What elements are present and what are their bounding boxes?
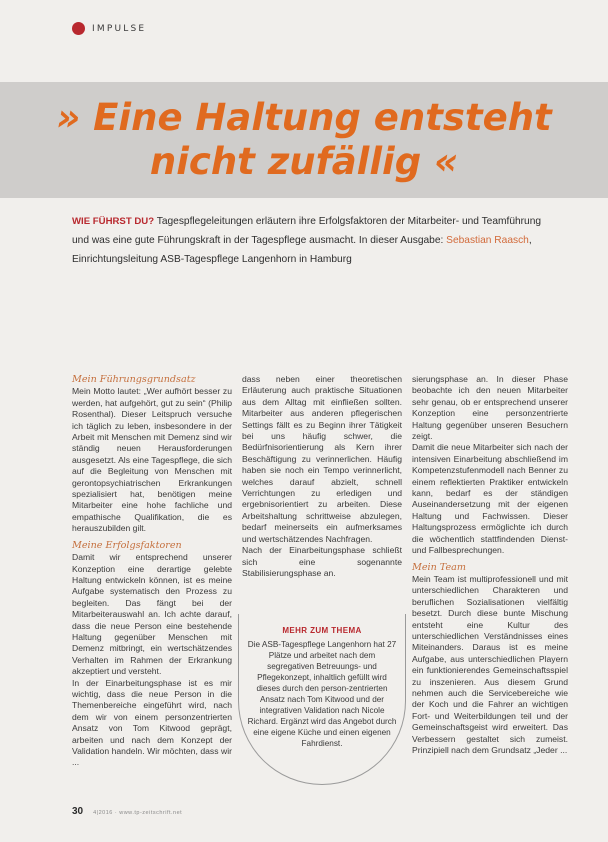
paragraph: Mein Motto lautet: „Wer aufhört besser zu werden, hat aufgehört, gut zu sein“ (Philip Rosenthal). Dieser Leitspruch versuche ich täglich zu leben, insbesondere in der Arbeit mit Menschen mit Demenz sind wir ständig neuen Herausforderungen ausgesetzt. Als eine Tagespflege, die sich auf die Begleitung von Menschen mit gerontopsychiatrischen Erkrankungen spezialisiert hat, benötigen meine Mitarbeiter eine hohe fachliche und empathische Qualifikation, die es herauszubilden gilt. (72, 386, 232, 534)
subheading-fuehrungsgrundsatz: Mein Führungsgrundsatz (72, 374, 196, 385)
article-intro (72, 212, 542, 269)
article-title-line-1: » Eine Haltung entsteht (56, 96, 552, 139)
info-box-text: Die ASB-Tagespflege Langenhorn hat 27 Plätze und arbeitet nach dem segregativen Betreuungs- und Pflegekonzept, inhaltlich gefüllt wird dieses durch den person-zentrierten Ansatz nach Tom Kitwood und der integrativen Validation nach Nicole Richard. Ergänzt wird das Angebot durch eine eigene Küche und einen eigenen Fahrdienst. (247, 640, 397, 748)
page-footer (72, 806, 182, 817)
paragraph: Damit die neue Mitarbeiter sich nach der intensiven Einarbeitung abschließend im Kompetenzstufenmodell nach Benner zu einem reflektierten Praktiker entwickeln kann, bedarf es der ständigen Auseinandersetzung mit der eigenen Haltung und Fachwissen. Dieser Haltungsprozess ermöglichte ich durch die wöchentlich stattfindenden Dienst- und Fallbesprechungen. (412, 442, 568, 556)
section-dot-icon (72, 22, 85, 35)
intro-text: Tagespflegeleitungen erläutern ihre Erfolgsfaktoren der Mitarbeiter- und Teamführung und was eine gute Führungskraft in der Tagespflege ausmacht. In dieser Ausgabe: (72, 216, 542, 246)
section-label: IMPULSE (92, 23, 147, 34)
article-title (0, 96, 608, 184)
intro-author-role: , Einrichtungsleitung ASB-Tagespflege Langenhorn in Hamburg (72, 235, 532, 265)
intro-lead: WIE FÜHRST DU? (72, 216, 155, 227)
page-number: 30 (72, 806, 84, 817)
paragraph: In der Einarbeitungsphase ist es mir wichtig, dass die neue Person in die Themenbereiche eingeführt wird, nach dem wir von einem personzentrierten Ansatz von Tom Kitwood geprägt, arbeiten und nach dem Konzept der Validation handeln. Wir möchten, dass wir ... (72, 677, 232, 768)
paragraph: dass neben einer theoretischen Erläuterung auch praktische Situationen aus dem Alltag mit einfließen sollten. Mitarbeiter aus anderen pflegerischen Settings fällt es zu Beginn ihrer Tätigkeit bei uns häufig schwer, die Bedürfnisorientierung als Kern ihrer Beschäftigung zu verinnerlichen. Häufig haben sie noch ein Tempo verinnerlicht, welches darauf abzielt, schnell Verrichtungen zu erledigen und ergebnisorientiert zu arbeiten. Diese Arbeitshaltung schrittweise abzulegen, bedarf meinerseits ein aufmerksames und wertschätzendes Nachfragen. (242, 374, 402, 544)
subheading-erfolgsfaktoren: Meine Erfolgsfaktoren (72, 539, 182, 551)
info-box-title: MEHR ZUM THEMA (282, 626, 362, 635)
subheading-team: Mein Team (412, 561, 466, 573)
intro-author: Sebastian Raasch (446, 235, 529, 246)
text-column-2 (242, 374, 402, 579)
text-column-3 (412, 374, 568, 756)
article-title-line-2: nicht zufällig « (149, 140, 459, 183)
paragraph: sierungsphase an. In dieser Phase beobachte ich den neuen Mitarbeiter sehr genau, ob er entsprechend unserer Konzeption eine personzentrierte Haltung gegenüber unseren Besuchern zeigt. (412, 374, 568, 442)
text-column-1 (72, 374, 232, 769)
paragraph: Mein Team ist multiprofessionell und mit unterschiedlichen Charakteren und beruflichen Sozialisationen vielfältig besetzt. Durch diese bunte Mischung entsteht eine Kultur des unterschiedlichen Verständnisses eines Miteinanders. Daraus ist es meine Aufgabe, aus unterschiedlichen Playern ein funktionierendes Gemeinschaftsspiel zu inszenieren. Aus diesem Grund nehmen auch die Servicebereiche wie der Koch und die Fahrer an wichtigen Fort- und Weiterbildungen teil und der Gemeinschaftsgeist wird erweitert. Das Verbessern gestaltet sich zumeist. Prinzipiell nach dem Grundsatz „Jeder ... (412, 573, 568, 755)
info-box (238, 614, 406, 785)
footer-meta: 4|2016 · www.tp-zeitschrift.net (93, 810, 183, 816)
paragraph: Damit wir entsprechend unserer Konzeption eine derartige gelebte Haltung entwickeln können, ist es meine Aufgabe systematisch den Prozess zu begleiten. Das fängt bei der Mitarbeiterauswahl an. Ich achte darauf, dass die neue Person eine bestehende Haltung gegenüber Menschen mit Demenz mitbringt, ein wertschätzendes Verhalten im Rahmen der Erkrankung akzeptiert und versteht. (72, 552, 232, 677)
paragraph: Nach der Einarbeitungsphase schließt sich eine sogenannte Stabilisierungsphase an. (242, 545, 402, 578)
section-tag (72, 22, 146, 35)
